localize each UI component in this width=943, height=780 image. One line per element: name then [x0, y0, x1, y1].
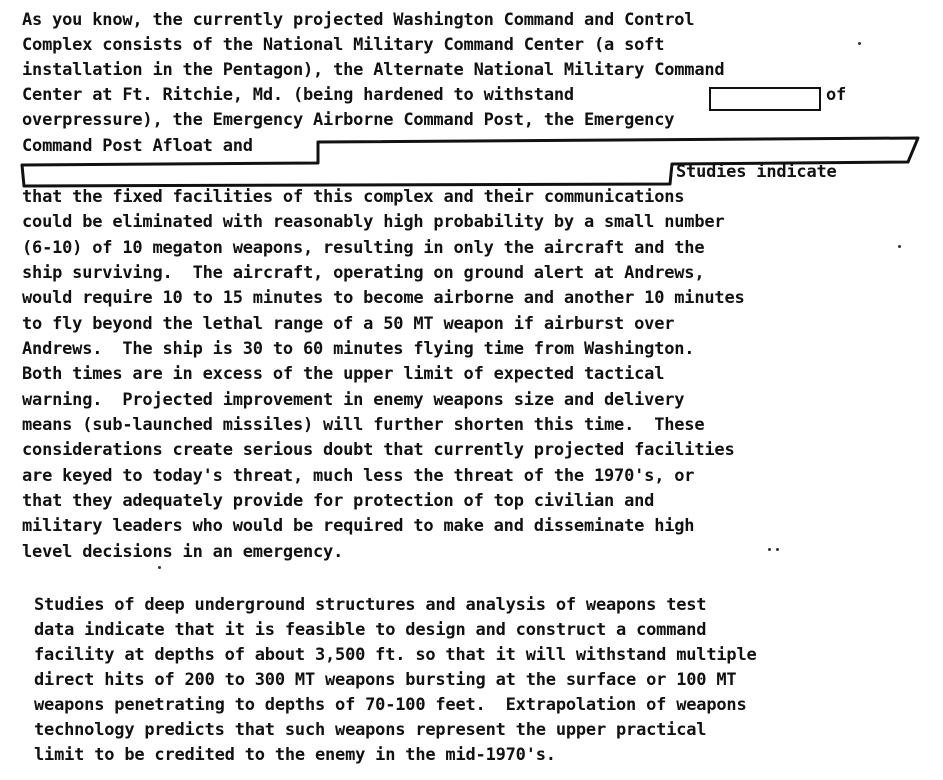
text-line: that the fixed facilities of this complex and their communications: [22, 187, 685, 207]
text-line: Both times are in excess of the upper limit of expected tactical: [22, 364, 665, 384]
text-line: are keyed to today's threat, much less the threat of the 1970's, or: [22, 466, 695, 486]
text-line: installation in the Pentagon), the Alternate National Military Command: [22, 60, 725, 80]
text-line: Andrews. The ship is 30 to 60 minutes flying time from Washington.: [22, 339, 695, 359]
text-line: Center at Ft. Ritchie, Md. (being hardened to withstand: [22, 85, 574, 105]
text-line: Studies of deep underground structures and analysis of weapons test: [34, 595, 707, 615]
text-line: that they adequately provide for protection of top civilian and: [22, 491, 655, 511]
text-line: to fly beyond the lethal range of a 50 MT weapon if airburst over: [22, 314, 675, 334]
text-line: technology predicts that such weapons represent the upper practical: [34, 720, 707, 740]
scan-speck: [768, 548, 771, 551]
text-line: considerations create serious doubt that currently projected facilities: [22, 440, 735, 460]
text-line: military leaders who would be required to make and disseminate high: [22, 516, 695, 536]
text-line: means (sub-launched missiles) will further shorten this time. These: [22, 415, 705, 435]
text-line: direct hits of 200 to 300 MT weapons bursting at the surface or 100 MT: [34, 670, 737, 690]
text-line: data indicate that it is feasible to design and construct a command: [34, 620, 707, 640]
text-line: ship surviving. The aircraft, operating on ground alert at Andrews,: [22, 263, 705, 283]
text-line: Command Post Afloat and: [22, 136, 253, 156]
text-line: overpressure), the Emergency Airborne Command Post, the Emergency: [22, 110, 675, 130]
scan-speck: [776, 548, 779, 551]
text-line: weapons penetrating to depths of 70-100 feet. Extrapolation of weapons: [34, 695, 747, 715]
text-line: limit to be credited to the enemy in the mid-1970's.: [34, 745, 556, 765]
text-line: warning. Projected improvement in enemy weapons size and delivery: [22, 390, 685, 410]
text-line: Complex consists of the National Military Command Center (a soft: [22, 35, 665, 55]
redaction-box-large: [0, 0, 943, 200]
text-line: of: [826, 85, 847, 105]
text-line: As you know, the currently projected Washington Command and Control: [22, 10, 695, 30]
text-line: Studies indicate: [676, 162, 837, 182]
scan-speck: [158, 566, 161, 569]
text-line: would require 10 to 15 minutes to become airborne and another 10 minutes: [22, 288, 745, 308]
text-line: could be eliminated with reasonably high probability by a small number: [22, 212, 725, 232]
text-line: (6-10) of 10 megaton weapons, resulting in only the aircraft and the: [22, 238, 705, 258]
text-line: level decisions in an emergency.: [22, 542, 344, 562]
scan-speck: [858, 42, 861, 45]
text-line: facility at depths of about 3,500 ft. so that it will withstand multiple: [34, 645, 757, 665]
scan-speck: [898, 245, 901, 248]
